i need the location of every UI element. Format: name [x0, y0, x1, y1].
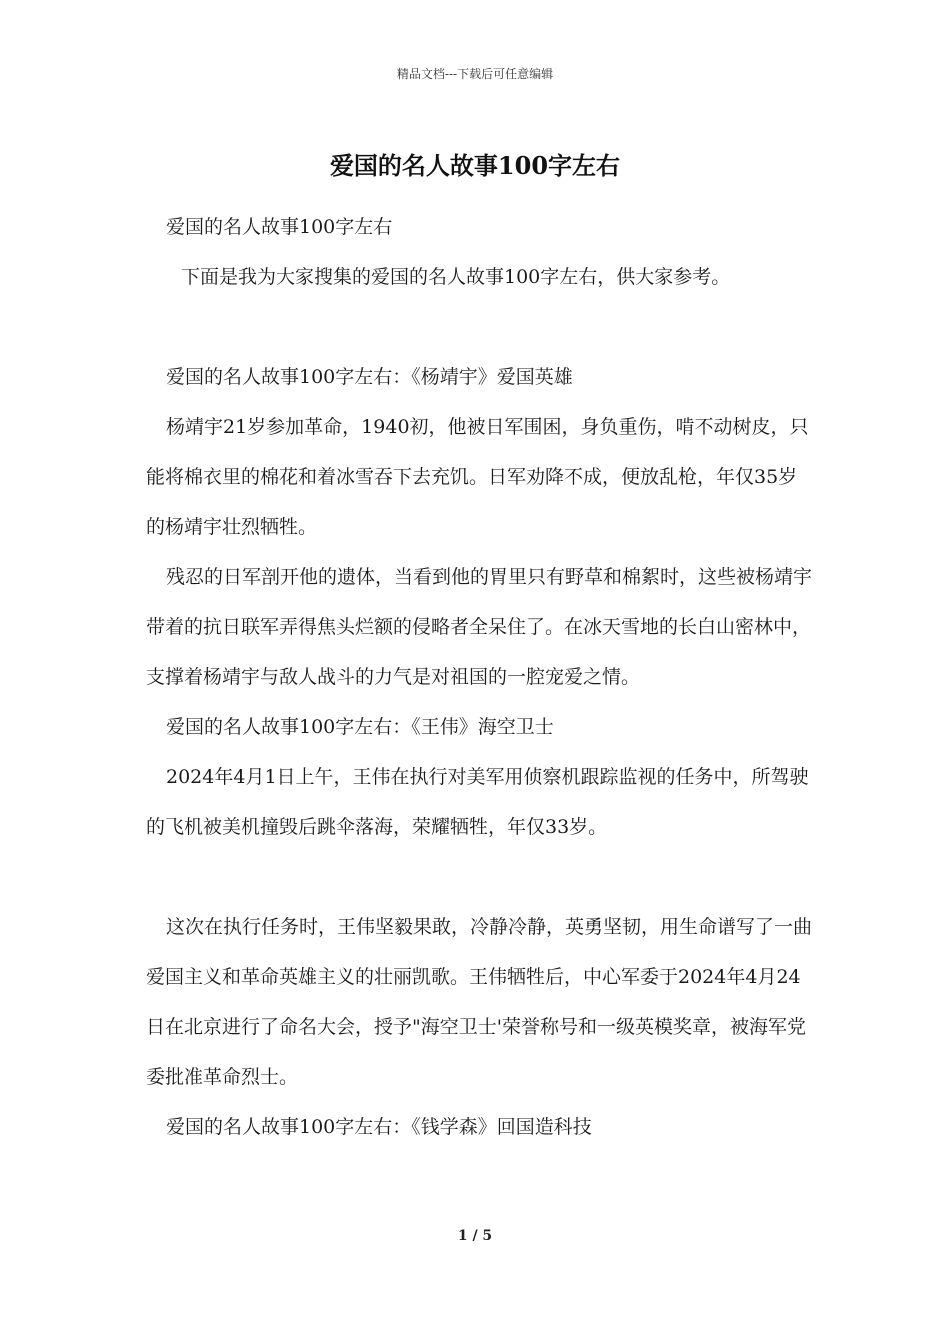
- paragraph: 这次在执行任务时，王伟坚毅果敢，冷静冷静，英勇坚韧，用生命谱写了一曲爱国主义和革命英雄主义的壮丽凯歌。王伟牺牲后，中心军委于2024年4月24日在北京进行了命名大会，授予"海空卫士'荣誉称号和一级英模奖章，被海军党委批准革命烈士。: [146, 916, 813, 1088]
- paragraph-intro: 下面是我为大家搜集的爱国的名人故事100字左右，供大家参考。: [181, 266, 731, 288]
- paragraph: 杨靖宇21岁参加革命，1940初，他被日军围困，身负重伤，啃不动树皮，只能将棉衣里的棉花和着冰雪吞下去充饥。日军劝降不成，便放乱枪，年仅35岁的杨靖宇壮烈牺牲。: [146, 416, 809, 538]
- section-heading: 爱国的名人故事100字左右：《钱学森》回国造科技: [166, 1116, 592, 1138]
- paragraph-subtitle: 爱国的名人故事100字左右: [166, 216, 393, 238]
- blank-line: [146, 852, 814, 902]
- section-heading: 爱国的名人故事100字左右：《杨靖宇》爱国英雄: [166, 366, 573, 388]
- blank-line: [146, 302, 814, 352]
- page-header: 精品文档---下载后可任意编辑: [396, 67, 554, 81]
- document-body: [146, 202, 814, 1152]
- section-heading: 爱国的名人故事100字左右：《王伟》海空卫士: [166, 716, 554, 738]
- page-number: 1 / 5: [457, 1228, 493, 1244]
- paragraph: 残忍的日军剖开他的遗体，当看到他的胃里只有野草和棉絮时，这些被杨靖宇带着的抗日联军弄得焦头烂额的侵略者全呆住了。在冰天雪地的长白山密林中，支撑着杨靖宇与敌人战斗的力气是对祖国的一腔宠爱之情。: [146, 566, 813, 688]
- paragraph: 2024年4月1日上午，王伟在执行对美军用侦察机跟踪监视的任务中，所驾驶的飞机被美机撞毁后跳伞落海，荣耀牺牲，年仅33岁。: [146, 766, 809, 838]
- document-title: 爱国的名人故事100字左右: [329, 151, 621, 180]
